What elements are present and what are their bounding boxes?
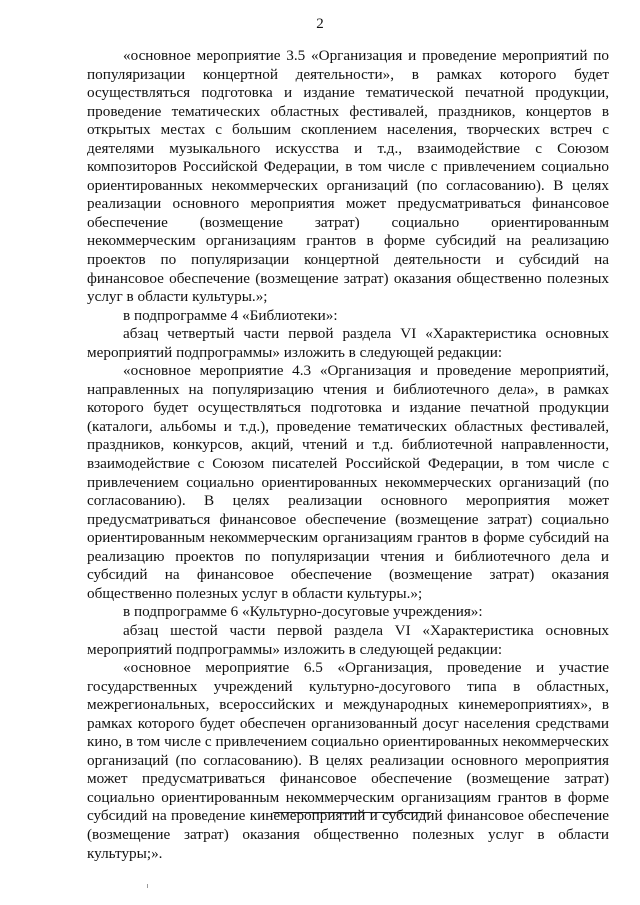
- end-divider-line: [273, 812, 431, 813]
- page-number: 2: [316, 16, 324, 32]
- document-body: [87, 47, 609, 863]
- paragraph-subprogram-6: в подпрограмме 6 «Культурно-досуговые учреждения»:: [123, 603, 483, 621]
- scan-artifact-mark: [147, 884, 148, 888]
- paragraph-measure-3-5: «основное мероприятие 3.5 «Организация и проведение мероприятий по популяризации концертной деятельности», в рамках которого будет осуществляться подготовка и издание тематической печатной продукции, проведение тематических областных фестивалей, праздников, концертов в открытых местах с большим скоплением населения, творческих встреч с деятелями музыкального искусства и т.д., взаимодействие с Союзом композиторов Российской Федерации, в том числе с привлечением социально ориентированных некоммерческих организаций (по согласованию). В целях реализации основного мероприятия может предусматриваться финансовое обеспечение (возмещение затрат) социально ориентированным некоммерческим организациям грантов в форме субсидий на реализацию проектов по популяризации концертной деятельности и субсидий на финансовое обеспечение (возмещение затрат) оказания общественно полезных услуг в области культуры.»;: [87, 47, 609, 306]
- paragraph-measure-6-5: «основное мероприятие 6.5 «Организация, проведение и участие государственных учреждений культурно-досугового типа в областных, межрегиональных, всероссийских и международных кинемероприятиях», в рамках которого будет обеспечен организованный досуг населения средствами кино, в том числе с привлечением социально ориентированных некоммерческих организаций (по согласованию). В целях реализации основного мероприятия может предусматриваться финансовое обеспечение (возмещение затрат) социально ориентированным некоммерческим организациям грантов в форме субсидий на проведение кинемероприятий и субсидий финансовое обеспечение (возмещение затрат) оказания общественно полезных услуг в области культуры;».: [87, 659, 609, 862]
- paragraph-amendment-6: абзац шестой части первой раздела VI «Характеристика основных мероприятий подпрограммы» изложить в следующей редакции:: [87, 621, 609, 658]
- paragraph-measure-4-3: «основное мероприятие 4.3 «Организация и проведение мероприятий, направленных на популяризацию чтения и библиотечного дела», в рамках которого будет осуществляться подготовка и издание печатной продукции (каталоги, альбомы и т.д.), проведение тематических областных фестивалей, праздников, конкурсов, акций, чтений и т.д. библиотечной направленности, взаимодействие с Союзом писателей Российской Федерации, в том числе с привлечением социально ориентированных некоммерческих организаций (по согласованию). В целях реализации основного мероприятия может предусматриваться финансовое обеспечение (возмещение затрат) социально ориентированным некоммерческим организациям грантов в форме субсидий на реализацию проектов по популяризации чтения и библиотечного дела и субсидий на финансовое обеспечение (возмещение затрат) оказания общественно полезных услуг в области культуры.»;: [87, 362, 609, 602]
- paragraph-subprogram-4: в подпрограмме 4 «Библиотеки»:: [123, 306, 338, 324]
- paragraph-amendment-4: абзац четвертый части первой раздела VI «Характеристика основных мероприятий подпрограммы» изложить в следующей редакции:: [87, 325, 609, 361]
